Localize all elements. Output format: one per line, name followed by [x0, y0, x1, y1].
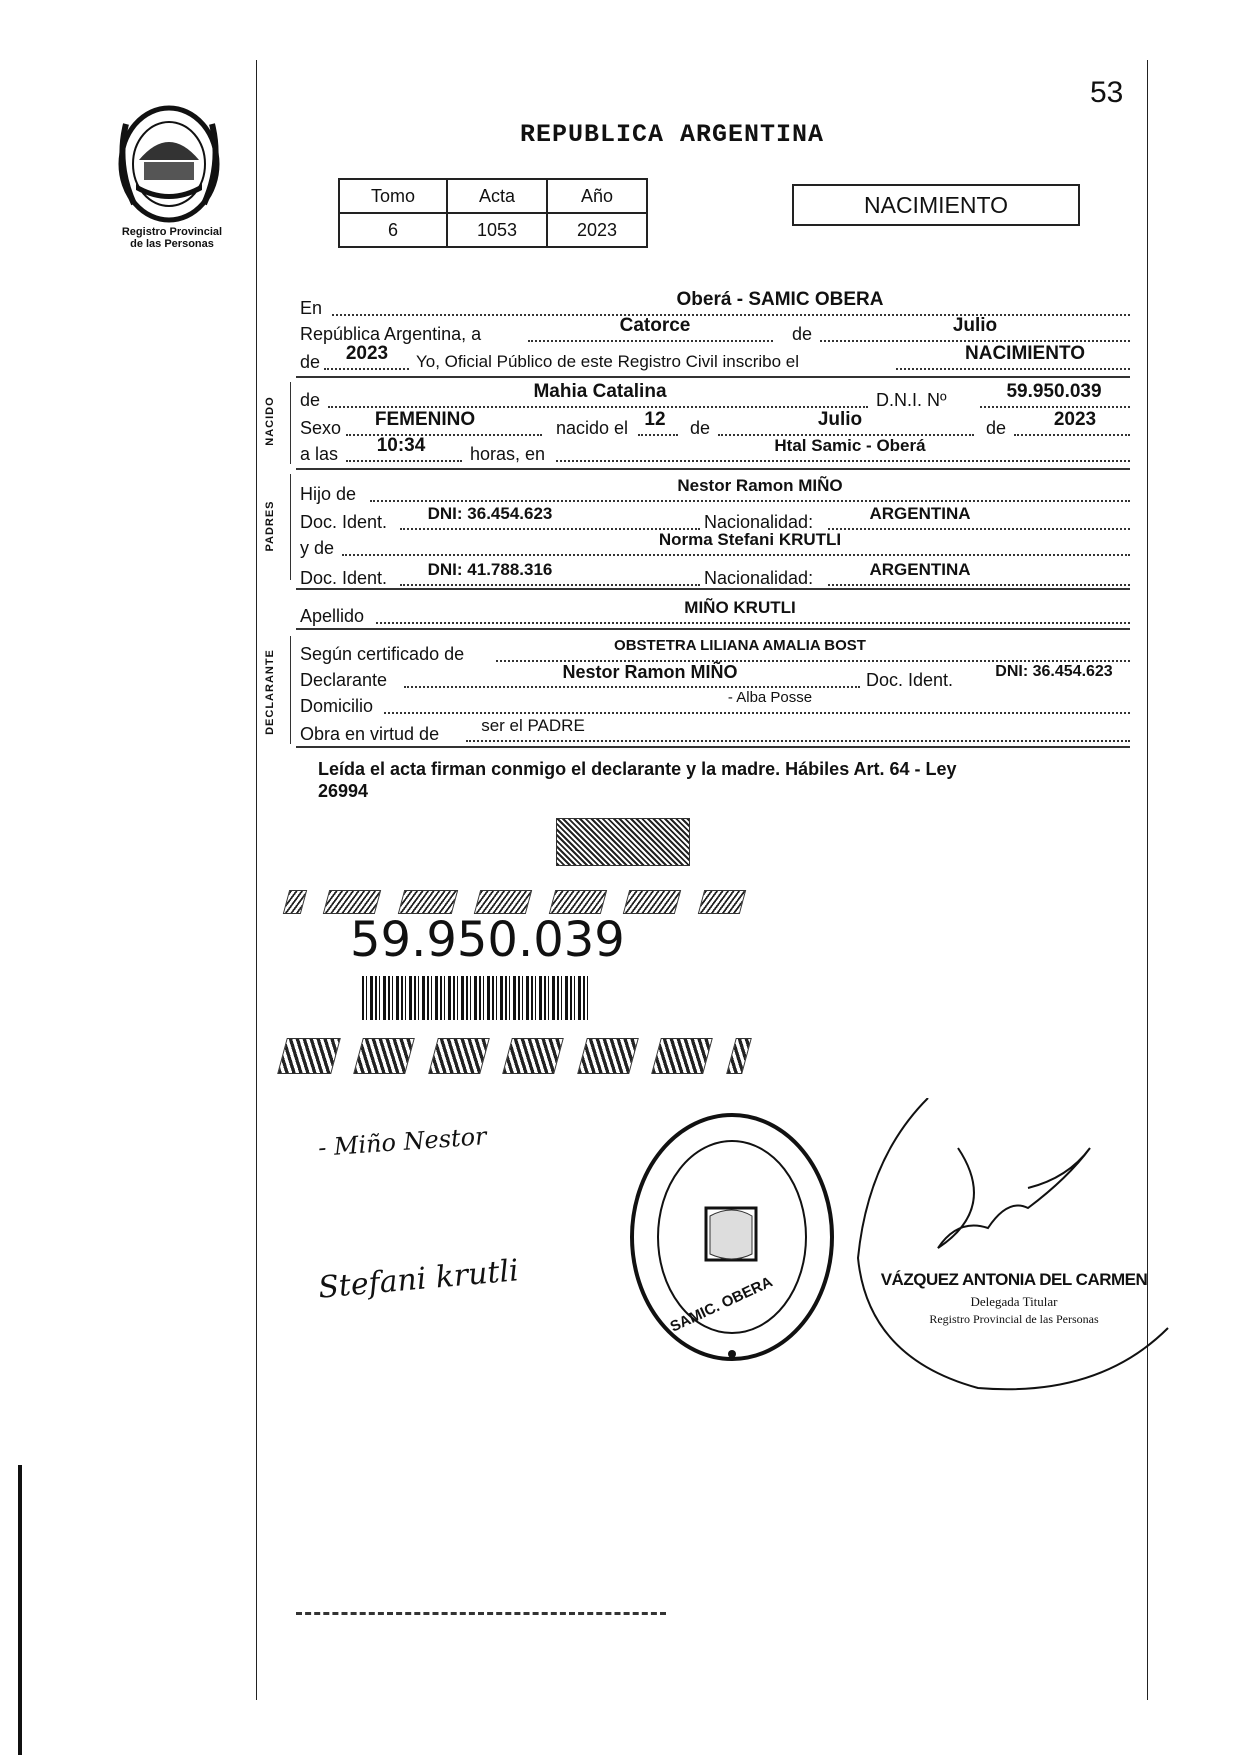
- barcode: [362, 976, 590, 1020]
- en-value: Oberá - SAMIC OBERA: [676, 289, 884, 310]
- document-title: REPUBLICA ARGENTINA: [520, 120, 825, 149]
- declarante-value: Nestor Ramon MIÑO: [562, 662, 738, 682]
- table-header: Tomo: [339, 179, 447, 213]
- obra-value: ser el PADRE: [481, 716, 585, 735]
- row-anio: [300, 343, 1130, 374]
- anio-value: 2023: [345, 343, 389, 364]
- domicilio-label: Domicilio: [300, 696, 374, 716]
- row-obra: [300, 718, 1130, 746]
- row-hora: [300, 435, 1130, 466]
- obra-label: Obra en virtud de: [300, 724, 440, 744]
- closing-text-line1: Leída el acta firman conmigo el declarante y la madre. Hábiles Art. 64 - Ley: [318, 759, 957, 779]
- footer-dashes: [296, 1612, 666, 1615]
- y-de-label: y de: [300, 538, 335, 558]
- hijo-de-label: Hijo de: [300, 484, 357, 504]
- dia-value: Catorce: [619, 315, 691, 336]
- provincial-logo: [106, 104, 232, 224]
- mes-value: Julio: [952, 315, 998, 336]
- logo-caption-line1: Registro Provincial: [121, 226, 223, 238]
- madre-dni-value: DNI: 41.788.316: [427, 560, 553, 579]
- security-pattern: [698, 890, 746, 914]
- registry-stamp-icon: [626, 1108, 838, 1366]
- de2-label: de: [300, 352, 321, 372]
- security-pattern: [651, 1038, 713, 1074]
- side-label-nacido: NACIDO: [264, 396, 276, 446]
- side-label-declarante: DECLARANTE: [264, 649, 276, 735]
- nacionalidad-label: Nacionalidad:: [704, 568, 814, 588]
- segun-value: OBSTETRA LILIANA AMALIA BOST: [614, 637, 866, 654]
- decl-doc-label: Doc. Ident.: [866, 670, 954, 690]
- lugar-value: Htal Samic - Oberá: [774, 436, 926, 455]
- signature-madre: Stefani krutli: [316, 1253, 521, 1306]
- nombre-value: Mahia Catalina: [533, 381, 667, 402]
- de-label: de: [792, 324, 813, 344]
- dni-label: D.N.I. Nº: [876, 390, 947, 410]
- security-pattern: [354, 1038, 416, 1074]
- sexo-label: Sexo: [300, 418, 342, 438]
- en-label: En: [300, 298, 323, 318]
- section-divider: [296, 746, 1130, 748]
- doc-ident-label: Doc. Ident.: [300, 568, 388, 588]
- padres-bracket: [290, 474, 291, 580]
- misiones-seal-icon: [106, 104, 232, 224]
- security-pattern: [398, 890, 458, 914]
- nacionalidad-label: Nacionalidad:: [704, 512, 814, 532]
- security-pattern: [428, 1038, 490, 1074]
- side-label-padres: PADRES: [264, 500, 276, 552]
- nac-anio-value: 2023: [1053, 409, 1097, 430]
- section-divider: [296, 628, 1130, 630]
- declarante-bracket: [290, 636, 291, 744]
- tomo-acta-table: [338, 178, 648, 248]
- doc-type-label: NACIMIENTO: [864, 192, 1008, 218]
- stamp-bottom-text: SAMIC. OBERA: [667, 1273, 776, 1336]
- table-cell: 6: [339, 213, 447, 247]
- security-pattern: [623, 890, 681, 914]
- dni-value: 59.950.039: [1006, 381, 1102, 402]
- nac-mes-value: Julio: [817, 409, 863, 430]
- security-pattern: [323, 890, 381, 914]
- padre-value: Nestor Ramon MIÑO: [677, 476, 843, 495]
- row-domicilio: [300, 690, 1130, 718]
- table-header: Año: [547, 179, 647, 213]
- officer-office: Registro Provincial de las Personas: [929, 1312, 1099, 1326]
- closing-text: [318, 758, 957, 802]
- inscribo-value: NACIMIENTO: [965, 343, 1085, 364]
- madre-value: Norma Stefani KRUTLI: [658, 530, 842, 549]
- logo-caption-line2: de las Personas: [130, 238, 214, 250]
- signature-declarante: - Miño Nestor: [317, 1122, 488, 1162]
- nac-dia-value: 12: [644, 409, 666, 430]
- section-divider: [296, 588, 1130, 590]
- left-margin-line: [256, 60, 257, 1700]
- row-madre-doc: [300, 562, 1130, 590]
- section-divider: [296, 468, 1130, 470]
- nac-de-label: de: [690, 418, 711, 438]
- row-apellido: [300, 600, 1130, 628]
- horas-en-label: horas, en: [470, 444, 546, 464]
- security-pattern: [503, 1038, 565, 1074]
- doc-type-box: [792, 184, 1080, 226]
- republica-label: República Argentina, a: [300, 324, 482, 344]
- doc-ident-label: Doc. Ident.: [300, 512, 388, 532]
- table-cell: 2023: [547, 213, 647, 247]
- nacido-el-label: nacido el: [556, 418, 629, 438]
- a-las-label: a las: [300, 444, 339, 464]
- segun-label: Según certificado de: [300, 644, 465, 664]
- table-header: Acta: [447, 179, 547, 213]
- logo-caption: [92, 226, 252, 250]
- official-stamp: [626, 1108, 838, 1366]
- inscribo-text: Yo, Oficial Público de este Registro Civil inscribo el: [416, 352, 799, 371]
- nombre-label: de: [300, 390, 321, 410]
- officer-block: [880, 1270, 1148, 1327]
- nac-de2-label: de: [986, 418, 1007, 438]
- right-margin-line: [1147, 60, 1148, 1700]
- nacido-bracket: [290, 382, 291, 464]
- domicilio-value: - Alba Posse: [727, 689, 813, 706]
- padre-nac-value: ARGENTINA: [869, 504, 971, 523]
- binding-bar: [18, 1465, 22, 1755]
- security-hologram: [556, 818, 690, 866]
- security-number: 59.950.039: [350, 912, 625, 968]
- closing-text-line2: 26994: [318, 781, 369, 801]
- apellido-label: Apellido: [300, 606, 365, 626]
- table-cell: 1053: [447, 213, 547, 247]
- security-pattern: [577, 1038, 639, 1074]
- padre-dni-value: DNI: 36.454.623: [427, 504, 553, 523]
- officer-title: Delegada Titular: [970, 1294, 1058, 1309]
- officer-name: VÁZQUEZ ANTONIA DEL CARMEN: [880, 1270, 1148, 1289]
- officer-signature: [838, 1098, 1198, 1438]
- sexo-value: FEMENINO: [374, 409, 476, 430]
- security-pattern: [283, 890, 307, 914]
- decl-dni-value: DNI: 36.454.623: [995, 663, 1113, 680]
- hora-value: 10:34: [376, 435, 426, 456]
- security-pattern: [474, 890, 532, 914]
- security-pattern: [726, 1038, 752, 1074]
- security-pattern: [549, 890, 607, 914]
- apellido-value: MIÑO KRUTLI: [684, 598, 796, 617]
- madre-nac-value: ARGENTINA: [869, 560, 971, 579]
- declarante-label: Declarante: [300, 670, 388, 690]
- security-pattern: [277, 1038, 341, 1074]
- security-strip-bottom: [282, 1038, 765, 1079]
- page-number: 53: [1090, 76, 1124, 109]
